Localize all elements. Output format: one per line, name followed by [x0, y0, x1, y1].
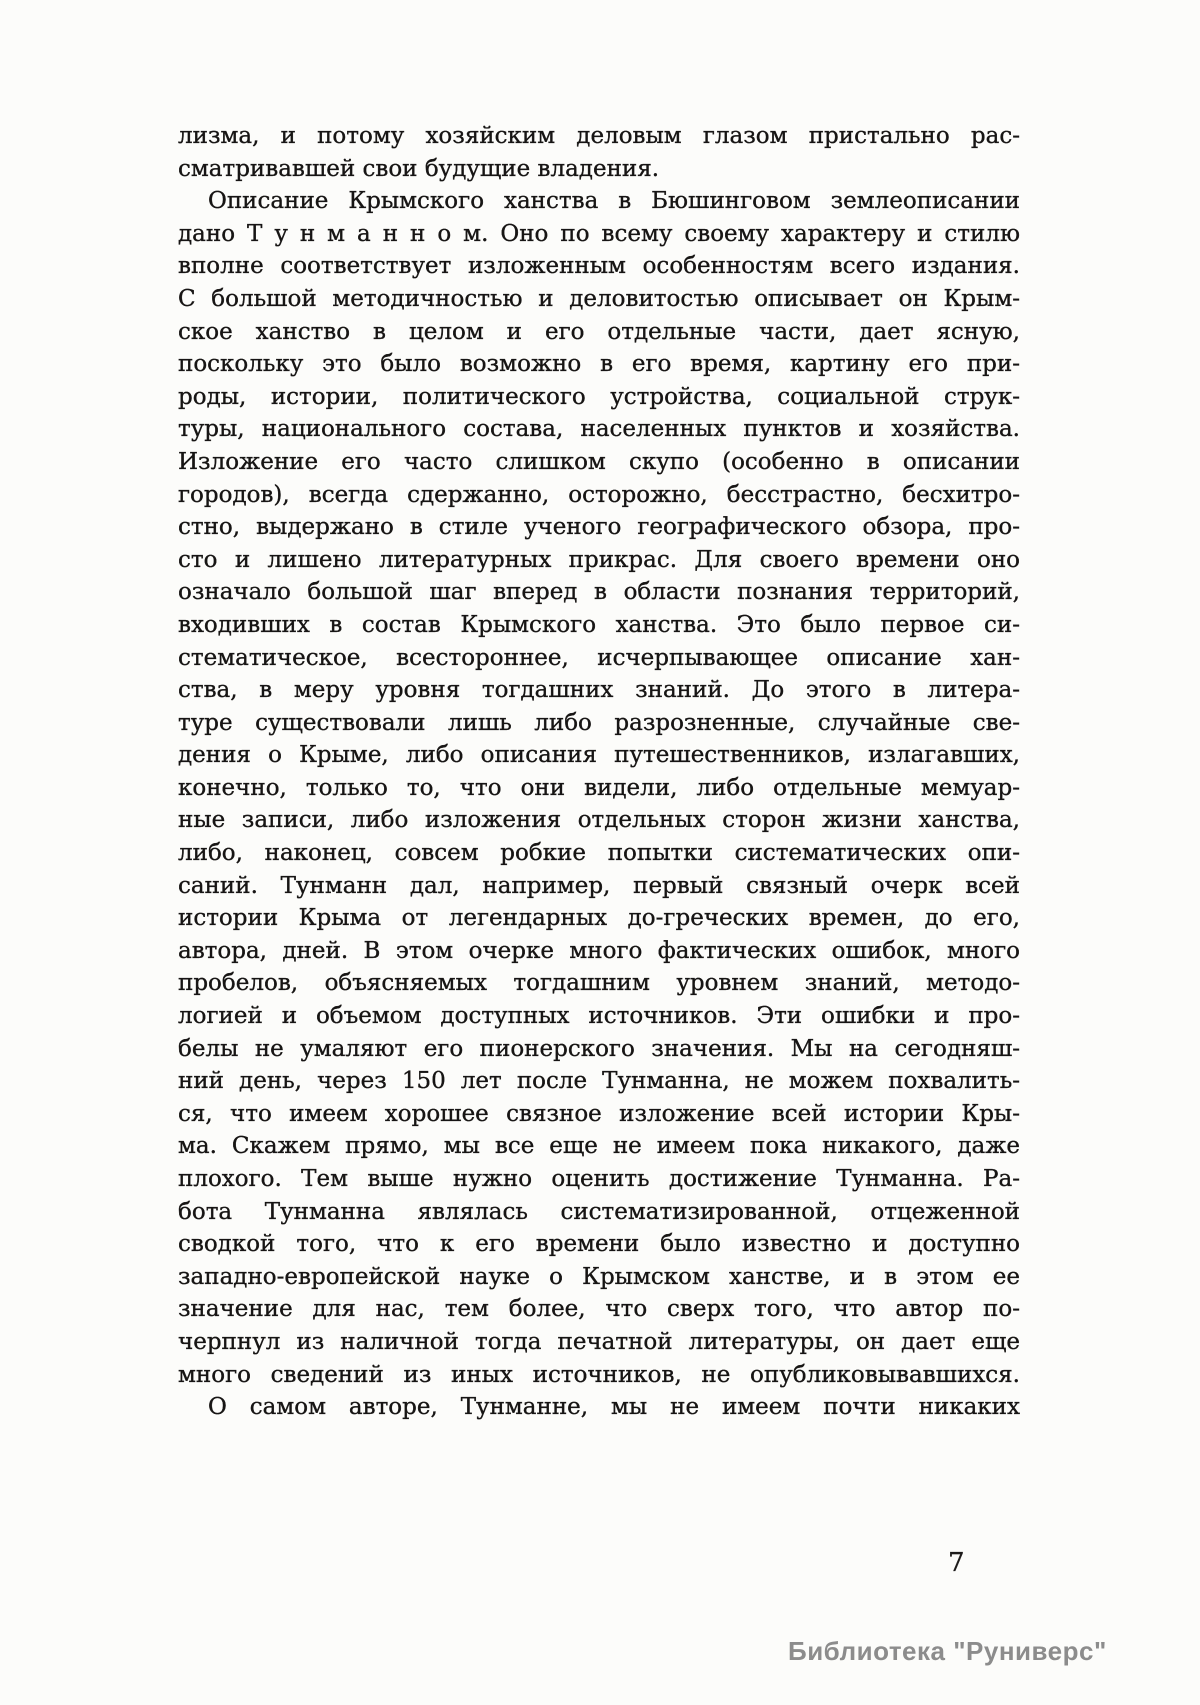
text-line: автора, дней. В этом очерке много фактических ошибок, много [178, 937, 1020, 964]
text-block [178, 120, 1020, 1424]
text-line: истории Крыма от легендарных до-греческих времен, до его, [178, 905, 1020, 932]
text-line: О самом авторе, Тунманне, мы не имеем почти никаких [208, 1394, 1020, 1421]
text-line: лизма, и потому хозяйским деловым глазом пристально рас- [178, 123, 1020, 149]
text-line: Описание Крымского ханства в Бюшинговом землеописании [208, 188, 1020, 215]
text-line: ний день, через 150 лет после Тунманна, не можем похвалить- [178, 1068, 1020, 1095]
text-line: стематическое, всестороннее, исчерпывающее описание хан- [178, 644, 1020, 671]
text-line: значение для нас, тем более, что сверх того, что автор по- [178, 1296, 1020, 1323]
text-line: логией и объемом доступных источников. Эти ошибки и про- [178, 1003, 1020, 1030]
text-line: стно, выдержано в стиле ученого географического обзора, про- [178, 514, 1020, 541]
text-line: сводкой того, что к его времени было известно и доступно [178, 1231, 1020, 1258]
text-line: входивших в состав Крымского ханства. Это было первое си- [178, 611, 1020, 638]
text-line: сматривавшей свои будущие владения. [178, 155, 660, 182]
text-line: плохого. Тем выше нужно оценить достижение Тунманна. Ра- [178, 1166, 1020, 1192]
library-watermark: Библиотека "Руниверс" [788, 1636, 1107, 1666]
text-line: ское ханство в целом и его отдельные части, дает ясную, [178, 318, 1020, 345]
text-line: С большой методичностью и деловитостью описывает он Крым- [178, 285, 1020, 312]
text-line: туре существовали лишь либо разрозненные, случайные све- [178, 709, 1020, 736]
text-line: сто и лишено литературных прикрас. Для своего времени оно [178, 546, 1020, 573]
text-line: дения о Крыме, либо описания путешественников, излагавших, [178, 742, 1020, 769]
text-line: ства, в меру уровня тогдашних знаний. До этого в литера- [178, 677, 1020, 704]
text-line: роды, истории, политического устройства, социальной струк- [178, 383, 1020, 410]
text-line: городов), всегда сдержанно, осторожно, бесстрастно, бесхитро- [178, 481, 1020, 508]
text-line: черпнул из наличной тогда печатной литературы, он дает еще [178, 1328, 1020, 1355]
text-line: означало большой шаг вперед в области познания территорий, [178, 579, 1020, 606]
text-line: саний. Тунманн дал, например, первый связный очерк всей [178, 872, 1020, 899]
text-line: туры, национального состава, населенных пунктов и хозяйства. [178, 416, 1020, 443]
text-line: много сведений из иных источников, не опубликовывавшихся. [178, 1361, 1020, 1388]
text-line: белы не умаляют его пионерского значения. Мы на сегодняш- [178, 1035, 1020, 1062]
text-line: конечно, только то, что они видели, либо отдельные мемуар- [178, 774, 1020, 801]
text-line: западно-европейской науке о Крымском ханстве, и в этом ее [178, 1263, 1020, 1290]
text-line: ся, что имеем хорошее связное изложение всей истории Кры- [178, 1100, 1020, 1127]
text-line: бота Тунманна являлась систематизированной, отцеженной [178, 1198, 1020, 1225]
text-line: ные записи, либо изложения отдельных сторон жизни ханства, [178, 807, 1020, 834]
text-line: либо, наконец, совсем робкие попытки систематических опи- [178, 840, 1020, 867]
text-line: пробелов, объясняемых тогдашним уровнем знаний, методо- [178, 970, 1020, 997]
text-line: ма. Скажем прямо, мы все еще не имеем пока никакого, даже [178, 1133, 1020, 1160]
text-line: вполне соответствует изложенным особенностям всего издания. [178, 253, 1020, 280]
text-line: Изложение его часто слишком скупо (особенно в описании [178, 448, 1020, 475]
page-number: 7 [948, 1548, 965, 1578]
text-line: дано Т у н м а н н о м. Оно по всему своему характеру и стилю [178, 220, 1020, 247]
text-line: поскольку это было возможно в его время, картину его при- [178, 351, 1020, 378]
